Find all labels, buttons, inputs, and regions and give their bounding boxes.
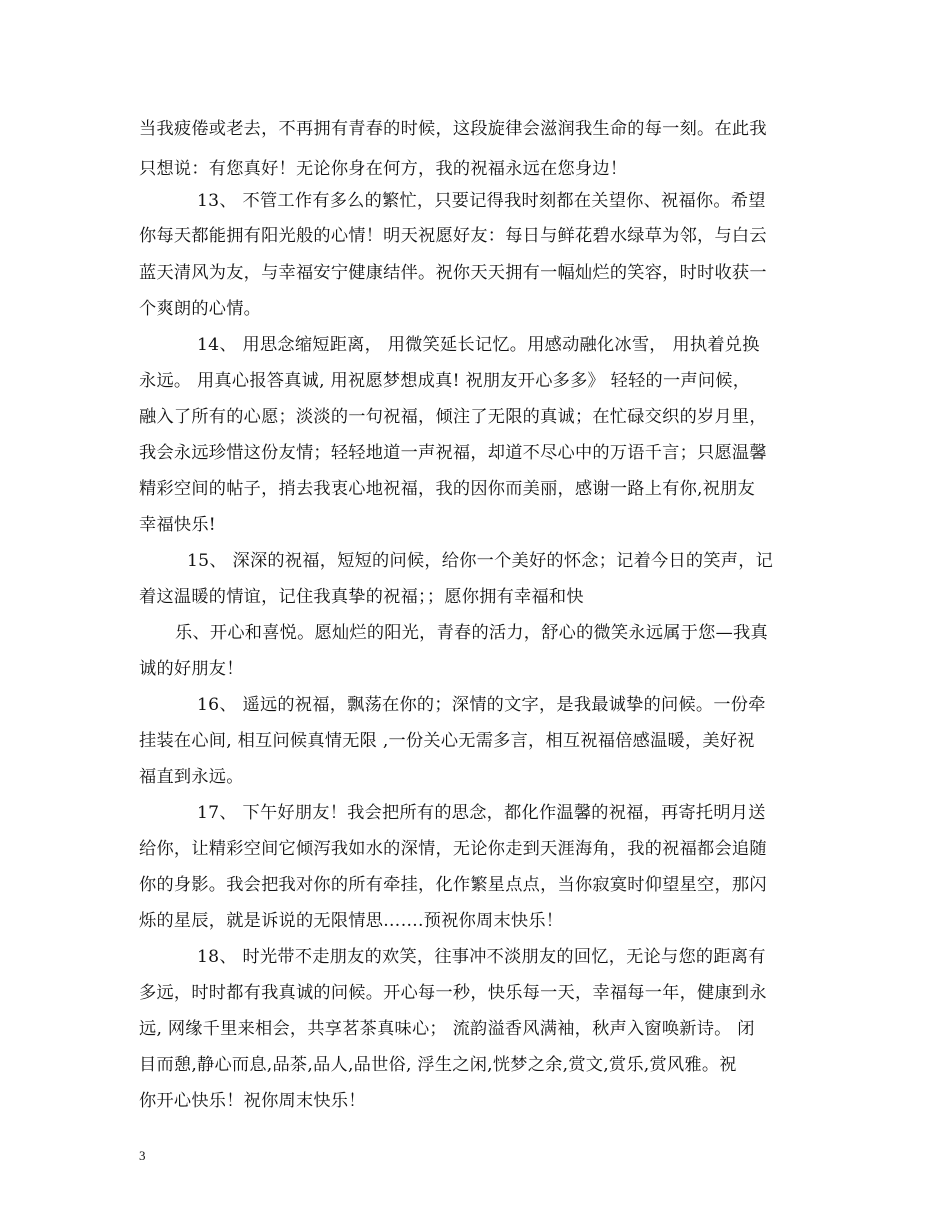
- text-line: 你的身影。我会把我对你的所有牵挂，化作繁星点点，当你寂寞时仰望星空，那闪: [139, 875, 767, 895]
- text-line: 幸福快乐!: [139, 515, 216, 535]
- text-line: 给你，让精彩空间它倾泻我如水的深情，无论你走到天涯海角，我的祝福都会追随: [139, 839, 767, 859]
- text-line: 13、 不管工作有多么的繁忙，只要记得我时刻都在关望你、祝福你。希望: [197, 191, 766, 211]
- text-line: 多远，时时都有我真诚的问候。开心每一秒，快乐每一天，幸福每一年，健康到永: [139, 983, 767, 1003]
- text-line: 着这温暖的情谊，记住我真挚的祝福；；愿你拥有幸福和快: [139, 587, 584, 607]
- text-line: 你开心快乐！祝你周末快乐！: [139, 1091, 366, 1111]
- text-line: 永远。 用真心报答真诚, 用祝愿梦想成真! 祝朋友开心多多》 轻轻的一声问候，: [139, 371, 751, 391]
- text-line: 精彩空间的帖子，捎去我衷心地祝福，我的因你而美丽，感谢一路上有你,祝朋友: [139, 479, 756, 499]
- text-line: 个爽朗的心情。: [139, 299, 262, 319]
- text-line: 当我疲倦或老去，不再拥有青春的时候，这段旋律会滋润我生命的每一刻。在此我: [139, 119, 767, 139]
- page-number: 3: [139, 1148, 146, 1163]
- text-line: 远, 网缘千里来相会，共享茗茶真味心； 流韵溢香风满袖，秋声入窗唤新诗。 闭: [139, 1019, 755, 1039]
- text-line: 14、 用思念缩短距离， 用微笑延长记忆。用感动融化冰雪， 用执着兑换: [197, 335, 760, 355]
- text-line: 只想说：有您真好！无论你身在何方，我的祝福永远在您身边！: [139, 159, 628, 179]
- text-line: 16、 遥远的祝福，飘荡在你的；深情的文字，是我最诚挚的问候。一份牵: [197, 695, 766, 715]
- text-line: 蓝天清风为友，与幸福安宁健康结伴。祝你天天拥有一幅灿烂的笑容，时时收获一: [139, 263, 767, 283]
- text-line: 17、 下午好朋友！我会把所有的思念，都化作温馨的祝福，再寄托明月送: [197, 803, 766, 823]
- text-line: 15、 深深的祝福，短短的问候，给你一个美好的怀念；记着今日的笑声，记: [187, 551, 774, 571]
- text-line: 我会永远珍惜这份友情；轻轻地道一声祝福，却道不尽心中的万语千言；只愿温馨: [139, 443, 767, 463]
- text-line: 诚的好朋友！: [139, 659, 244, 679]
- text-line: 目而憩,静心而息,品茶,品人,品世俗, 浮生之闲,恍梦之余,赏文,赏乐,赏风雅。祝: [139, 1055, 737, 1075]
- text-line: 18、 时光带不走朋友的欢笑，往事冲不淡朋友的回忆，无论与您的距离有: [197, 947, 766, 967]
- text-line: 福直到永远。: [139, 767, 244, 787]
- text-line: 挂装在心间, 相互问候真情无限 ,一份关心无需多言，相互祝福倍感温暖，美好祝: [139, 731, 755, 751]
- text-line: 烁的星辰，就是诉说的无限情思…….预祝你周末快乐！: [139, 911, 564, 931]
- text-line: 你每天都能拥有阳光般的心情！明天祝愿好友：每日与鲜花碧水绿草为邻，与白云: [139, 226, 767, 246]
- text-line: 融入了所有的心愿；淡淡的一句祝福，倾注了无限的真诚；在忙碌交织的岁月里，: [139, 407, 767, 427]
- text-line: 乐、开心和喜悦。愿灿烂的阳光，青春的活力，舒心的微笑永远属于您—我真: [175, 623, 768, 643]
